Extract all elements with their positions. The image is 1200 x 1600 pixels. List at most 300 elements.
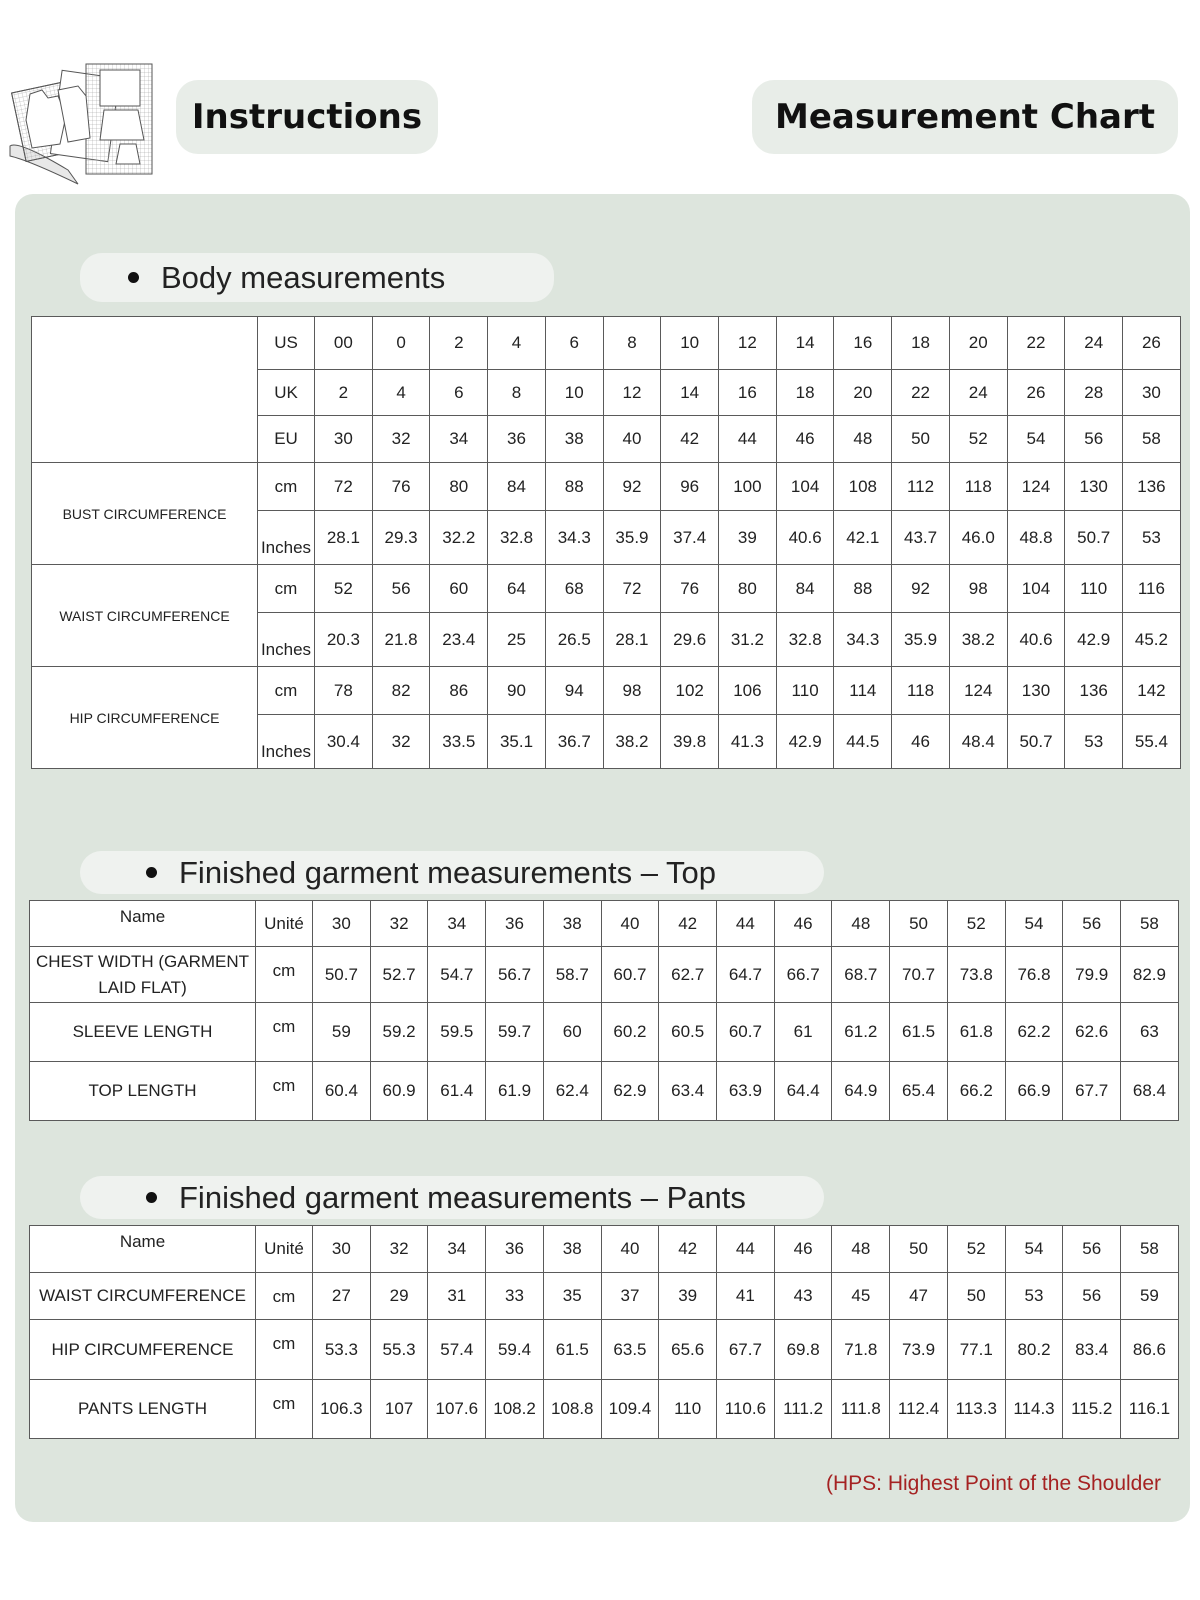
measurement-name: WAIST CIRCUMFERENCE	[30, 1273, 256, 1320]
unit-cell: cm	[256, 1320, 313, 1380]
value-cell: 35.9	[892, 613, 950, 667]
value-cell: 79.9	[1063, 947, 1121, 1003]
size-value-cell: 40	[603, 416, 661, 463]
header-row	[30, 1226, 1179, 1273]
size-value-cell: 58	[1123, 416, 1181, 463]
size-header-cell: 42	[659, 1226, 717, 1273]
value-cell: 28.1	[315, 511, 373, 565]
table-row	[30, 1320, 1179, 1380]
value-cell: 21.8	[372, 613, 430, 667]
value-cell: 76	[661, 565, 719, 613]
size-header-cell: 38	[543, 901, 601, 947]
measurement-name: SLEEVE LENGTH	[30, 1003, 256, 1062]
size-value-cell: 10	[545, 370, 603, 416]
value-cell: 98	[949, 565, 1007, 613]
value-cell: 118	[949, 463, 1007, 511]
value-cell: 31	[428, 1273, 486, 1320]
value-cell: 82	[372, 667, 430, 715]
value-cell: 59.7	[486, 1003, 544, 1062]
value-cell: 40.6	[776, 511, 834, 565]
value-cell: 73.8	[947, 947, 1005, 1003]
value-cell: 86	[430, 667, 488, 715]
value-cell: 42.9	[776, 715, 834, 769]
value-cell: 29	[370, 1273, 428, 1320]
footnote: (HPS: Highest Point of the Shoulder	[826, 1472, 1162, 1495]
value-cell: 66.2	[947, 1062, 1005, 1121]
value-cell: 110	[659, 1380, 717, 1439]
size-header-cell: 58	[1121, 1226, 1179, 1273]
value-cell: 112	[892, 463, 950, 511]
table-row	[32, 667, 1181, 715]
blank-corner-cell	[32, 317, 258, 463]
value-cell: 28.1	[603, 613, 661, 667]
section-title: Finished garment measurements – Top	[179, 854, 717, 890]
value-cell: 110	[776, 667, 834, 715]
value-cell: 43	[774, 1273, 832, 1320]
value-cell: 76.8	[1005, 947, 1063, 1003]
unit-cell: cm	[256, 1380, 313, 1439]
measurement-name: HIP CIRCUMFERENCE	[32, 667, 258, 769]
size-value-cell: 00	[315, 317, 373, 370]
value-cell: 20.3	[315, 613, 373, 667]
value-cell: 50.7	[313, 947, 371, 1003]
size-value-cell: 46	[776, 416, 834, 463]
value-cell: 42.1	[834, 511, 892, 565]
value-cell: 108.2	[486, 1380, 544, 1439]
value-cell: 62.4	[543, 1062, 601, 1121]
instructions-label: Instructions	[176, 80, 438, 154]
size-value-cell: 20	[949, 317, 1007, 370]
value-cell: 61.5	[890, 1003, 948, 1062]
value-cell: 61.5	[543, 1320, 601, 1380]
value-cell: 58.7	[543, 947, 601, 1003]
value-cell: 70.7	[890, 947, 948, 1003]
unit-cell: cm	[256, 1003, 313, 1062]
value-cell: 66.9	[1005, 1062, 1063, 1121]
size-header-cell: 42	[659, 901, 717, 947]
value-cell: 50.7	[1065, 511, 1123, 565]
size-value-cell: 6	[545, 317, 603, 370]
size-value-cell: 20	[834, 370, 892, 416]
value-cell: 110.6	[717, 1380, 775, 1439]
unit-cell: cm	[256, 1062, 313, 1121]
size-value-cell: 18	[892, 317, 950, 370]
unit-cell: Inches	[258, 715, 315, 769]
value-cell: 83.4	[1063, 1320, 1121, 1380]
value-cell: 80	[430, 463, 488, 511]
value-cell: 69.8	[774, 1320, 832, 1380]
section-top-measurements	[80, 851, 824, 894]
value-cell: 32.2	[430, 511, 488, 565]
size-value-cell: 38	[545, 416, 603, 463]
value-cell: 38.2	[603, 715, 661, 769]
value-cell: 92	[603, 463, 661, 511]
value-cell: 48.4	[949, 715, 1007, 769]
value-cell: 86.6	[1121, 1320, 1179, 1380]
value-cell: 41.3	[719, 715, 777, 769]
value-cell: 43.7	[892, 511, 950, 565]
table-row	[32, 463, 1181, 511]
size-system-label: EU	[258, 416, 315, 463]
value-cell: 34.3	[834, 613, 892, 667]
value-cell: 65.4	[890, 1062, 948, 1121]
table-row	[30, 1003, 1179, 1062]
value-cell: 63	[1121, 1003, 1179, 1062]
value-cell: 106.3	[313, 1380, 371, 1439]
value-cell: 64.9	[832, 1062, 890, 1121]
value-cell: 115.2	[1063, 1380, 1121, 1439]
value-cell: 59.5	[428, 1003, 486, 1062]
unit-cell: Inches	[258, 613, 315, 667]
size-value-cell: 12	[719, 317, 777, 370]
value-cell: 27	[313, 1273, 371, 1320]
value-cell: 76	[372, 463, 430, 511]
value-cell: 45	[832, 1273, 890, 1320]
size-header-cell: 48	[832, 1226, 890, 1273]
size-system-label: UK	[258, 370, 315, 416]
table-row	[32, 565, 1181, 613]
unit-cell: cm	[258, 667, 315, 715]
value-cell: 33.5	[430, 715, 488, 769]
value-cell: 57.4	[428, 1320, 486, 1380]
unit-header: Unité	[256, 901, 313, 947]
size-value-cell: 52	[949, 416, 1007, 463]
value-cell: 136	[1065, 667, 1123, 715]
value-cell: 38.2	[949, 613, 1007, 667]
value-cell: 63.5	[601, 1320, 659, 1380]
value-cell: 61.4	[428, 1062, 486, 1121]
size-header-cell: 52	[947, 1226, 1005, 1273]
size-value-cell: 48	[834, 416, 892, 463]
size-value-cell: 16	[834, 317, 892, 370]
table-row	[30, 1062, 1179, 1121]
value-cell: 61.9	[486, 1062, 544, 1121]
bullet-icon	[146, 1192, 157, 1203]
value-cell: 61.8	[947, 1003, 1005, 1062]
size-header-cell: 46	[774, 901, 832, 947]
value-cell: 39	[659, 1273, 717, 1320]
value-cell: 107	[370, 1380, 428, 1439]
size-header-cell: 32	[370, 901, 428, 947]
value-cell: 84	[488, 463, 546, 511]
value-cell: 124	[949, 667, 1007, 715]
value-cell: 61.2	[832, 1003, 890, 1062]
size-value-cell: 24	[949, 370, 1007, 416]
value-cell: 41	[717, 1273, 775, 1320]
size-header-cell: 52	[947, 901, 1005, 947]
value-cell: 104	[776, 463, 834, 511]
value-cell: 50.7	[1007, 715, 1065, 769]
value-cell: 90	[488, 667, 546, 715]
value-cell: 112.4	[890, 1380, 948, 1439]
value-cell: 26.5	[545, 613, 603, 667]
value-cell: 66.7	[774, 947, 832, 1003]
value-cell: 114.3	[1005, 1380, 1063, 1439]
value-cell: 111.8	[832, 1380, 890, 1439]
size-value-cell: 50	[892, 416, 950, 463]
size-value-cell: 2	[430, 317, 488, 370]
value-cell: 60.2	[601, 1003, 659, 1062]
value-cell: 29.6	[661, 613, 719, 667]
value-cell: 116.1	[1121, 1380, 1179, 1439]
value-cell: 65.6	[659, 1320, 717, 1380]
value-cell: 59.4	[486, 1320, 544, 1380]
value-cell: 67.7	[1063, 1062, 1121, 1121]
value-cell: 52	[315, 565, 373, 613]
value-cell: 30.4	[315, 715, 373, 769]
value-cell: 56	[1063, 1273, 1121, 1320]
unit-cell: Inches	[258, 511, 315, 565]
value-cell: 130	[1065, 463, 1123, 511]
header-row	[30, 901, 1179, 947]
size-value-cell: 42	[661, 416, 719, 463]
value-cell: 68	[545, 565, 603, 613]
value-cell: 88	[834, 565, 892, 613]
size-value-cell: 14	[661, 370, 719, 416]
value-cell: 142	[1123, 667, 1181, 715]
value-cell: 77.1	[947, 1320, 1005, 1380]
size-header-cell: 40	[601, 901, 659, 947]
measurement-name: CHEST WIDTH (GARMENT LAID FLAT)	[30, 947, 256, 1003]
size-value-cell: 54	[1007, 416, 1065, 463]
value-cell: 73.9	[890, 1320, 948, 1380]
size-header-cell: 56	[1063, 1226, 1121, 1273]
size-header-cell: 54	[1005, 901, 1063, 947]
value-cell: 34.3	[545, 511, 603, 565]
size-value-cell: 56	[1065, 416, 1123, 463]
size-header-cell: 38	[543, 1226, 601, 1273]
value-cell: 60	[430, 565, 488, 613]
unit-header: Unité	[256, 1226, 313, 1273]
measurement-name: BUST CIRCUMFERENCE	[32, 463, 258, 565]
value-cell: 64.4	[774, 1062, 832, 1121]
size-header-cell: 32	[370, 1226, 428, 1273]
value-cell: 39	[719, 511, 777, 565]
value-cell: 62.2	[1005, 1003, 1063, 1062]
value-cell: 64.7	[717, 947, 775, 1003]
value-cell: 71.8	[832, 1320, 890, 1380]
size-value-cell: 16	[719, 370, 777, 416]
section-pants-measurements	[80, 1176, 824, 1219]
value-cell: 136	[1123, 463, 1181, 511]
value-cell: 60.9	[370, 1062, 428, 1121]
size-value-cell: 0	[372, 317, 430, 370]
unit-cell: cm	[258, 565, 315, 613]
unit-cell: cm	[258, 463, 315, 511]
value-cell: 60.7	[717, 1003, 775, 1062]
value-cell: 107.6	[428, 1380, 486, 1439]
value-cell: 48.8	[1007, 511, 1065, 565]
value-cell: 67.7	[717, 1320, 775, 1380]
value-cell: 111.2	[774, 1380, 832, 1439]
value-cell: 108	[834, 463, 892, 511]
value-cell: 56	[372, 565, 430, 613]
value-cell: 60.4	[313, 1062, 371, 1121]
size-value-cell: 28	[1065, 370, 1123, 416]
bullet-icon	[146, 867, 157, 878]
value-cell: 63.4	[659, 1062, 717, 1121]
value-cell: 108.8	[543, 1380, 601, 1439]
value-cell: 29.3	[372, 511, 430, 565]
value-cell: 100	[719, 463, 777, 511]
size-value-cell: 26	[1007, 370, 1065, 416]
size-system-label: US	[258, 317, 315, 370]
value-cell: 104	[1007, 565, 1065, 613]
pants-measurements-table	[29, 1225, 1179, 1439]
size-value-cell: 12	[603, 370, 661, 416]
measurement-name: TOP LENGTH	[30, 1062, 256, 1121]
size-value-cell: 10	[661, 317, 719, 370]
value-cell: 33	[486, 1273, 544, 1320]
value-cell: 56.7	[486, 947, 544, 1003]
value-cell: 94	[545, 667, 603, 715]
value-cell: 42.9	[1065, 613, 1123, 667]
value-cell: 72	[603, 565, 661, 613]
size-value-cell: 34	[430, 416, 488, 463]
value-cell: 72	[315, 463, 373, 511]
value-cell: 59	[1121, 1273, 1179, 1320]
value-cell: 40.6	[1007, 613, 1065, 667]
measurement-name: WAIST CIRCUMFERENCE	[32, 565, 258, 667]
value-cell: 50	[947, 1273, 1005, 1320]
value-cell: 98	[603, 667, 661, 715]
value-cell: 44.5	[834, 715, 892, 769]
size-value-cell: 8	[488, 370, 546, 416]
value-cell: 36.7	[545, 715, 603, 769]
size-value-cell: 2	[315, 370, 373, 416]
value-cell: 106	[719, 667, 777, 715]
size-header-cell: 30	[313, 901, 371, 947]
value-cell: 39.8	[661, 715, 719, 769]
size-value-cell: 26	[1123, 317, 1181, 370]
value-cell: 68.7	[832, 947, 890, 1003]
value-cell: 68.4	[1121, 1062, 1179, 1121]
size-header-cell: 44	[717, 901, 775, 947]
value-cell: 80	[719, 565, 777, 613]
body-measurements-table	[31, 316, 1181, 769]
value-cell: 96	[661, 463, 719, 511]
value-cell: 130	[1007, 667, 1065, 715]
table-row	[30, 947, 1179, 1003]
value-cell: 46.0	[949, 511, 1007, 565]
size-header-cell: 44	[717, 1226, 775, 1273]
size-row	[32, 317, 1181, 370]
value-cell: 84	[776, 565, 834, 613]
value-cell: 32.8	[488, 511, 546, 565]
value-cell: 82.9	[1121, 947, 1179, 1003]
value-cell: 35.1	[488, 715, 546, 769]
size-header-cell: 50	[890, 1226, 948, 1273]
size-value-cell: 14	[776, 317, 834, 370]
size-header-cell: 34	[428, 1226, 486, 1273]
value-cell: 53	[1005, 1273, 1063, 1320]
value-cell: 78	[315, 667, 373, 715]
size-header-cell: 56	[1063, 901, 1121, 947]
page-title: Measurement Chart	[752, 80, 1178, 154]
value-cell: 35	[543, 1273, 601, 1320]
value-cell: 114	[834, 667, 892, 715]
value-cell: 53.3	[313, 1320, 371, 1380]
value-cell: 62.9	[601, 1062, 659, 1121]
top-measurements-table	[29, 900, 1179, 1121]
value-cell: 60.7	[601, 947, 659, 1003]
value-cell: 53	[1065, 715, 1123, 769]
size-value-cell: 4	[372, 370, 430, 416]
value-cell: 80.2	[1005, 1320, 1063, 1380]
size-header-cell: 40	[601, 1226, 659, 1273]
bullet-icon	[128, 272, 139, 283]
size-header-cell: 46	[774, 1226, 832, 1273]
name-header: Name	[30, 901, 256, 947]
size-value-cell: 44	[719, 416, 777, 463]
value-cell: 35.9	[603, 511, 661, 565]
size-value-cell: 4	[488, 317, 546, 370]
value-cell: 124	[1007, 463, 1065, 511]
value-cell: 60.5	[659, 1003, 717, 1062]
value-cell: 59	[313, 1003, 371, 1062]
section-title: Body measurements	[161, 259, 446, 295]
value-cell: 32.8	[776, 613, 834, 667]
table-row	[30, 1380, 1179, 1439]
section-body-measurements	[80, 253, 554, 302]
value-cell: 25	[488, 613, 546, 667]
value-cell: 109.4	[601, 1380, 659, 1439]
size-header-cell: 36	[486, 1226, 544, 1273]
value-cell: 31.2	[719, 613, 777, 667]
measurement-name: PANTS LENGTH	[30, 1380, 256, 1439]
size-header-cell: 36	[486, 901, 544, 947]
value-cell: 23.4	[430, 613, 488, 667]
value-cell: 110	[1065, 565, 1123, 613]
value-cell: 118	[892, 667, 950, 715]
value-cell: 92	[892, 565, 950, 613]
size-header-cell: 34	[428, 901, 486, 947]
value-cell: 88	[545, 463, 603, 511]
size-header-cell: 58	[1121, 901, 1179, 947]
value-cell: 62.6	[1063, 1003, 1121, 1062]
size-value-cell: 30	[315, 416, 373, 463]
size-value-cell: 18	[776, 370, 834, 416]
value-cell: 54.7	[428, 947, 486, 1003]
size-value-cell: 32	[372, 416, 430, 463]
value-cell: 62.7	[659, 947, 717, 1003]
value-cell: 55.4	[1123, 715, 1181, 769]
value-cell: 60	[543, 1003, 601, 1062]
unit-cell: cm	[256, 1273, 313, 1320]
size-value-cell: 6	[430, 370, 488, 416]
value-cell: 55.3	[370, 1320, 428, 1380]
size-header-cell: 54	[1005, 1226, 1063, 1273]
unit-cell: cm	[256, 947, 313, 1003]
value-cell: 53	[1123, 511, 1181, 565]
size-value-cell: 22	[1007, 317, 1065, 370]
name-header: Name	[30, 1226, 256, 1273]
value-cell: 116	[1123, 565, 1181, 613]
measurement-name: HIP CIRCUMFERENCE	[30, 1320, 256, 1380]
size-header-cell: 30	[313, 1226, 371, 1273]
size-header-cell: 48	[832, 901, 890, 947]
value-cell: 37	[601, 1273, 659, 1320]
value-cell: 61	[774, 1003, 832, 1062]
size-header-cell: 50	[890, 901, 948, 947]
size-value-cell: 8	[603, 317, 661, 370]
value-cell: 46	[892, 715, 950, 769]
value-cell: 32	[372, 715, 430, 769]
value-cell: 37.4	[661, 511, 719, 565]
table-row	[30, 1273, 1179, 1320]
size-value-cell: 30	[1123, 370, 1181, 416]
size-value-cell: 22	[892, 370, 950, 416]
